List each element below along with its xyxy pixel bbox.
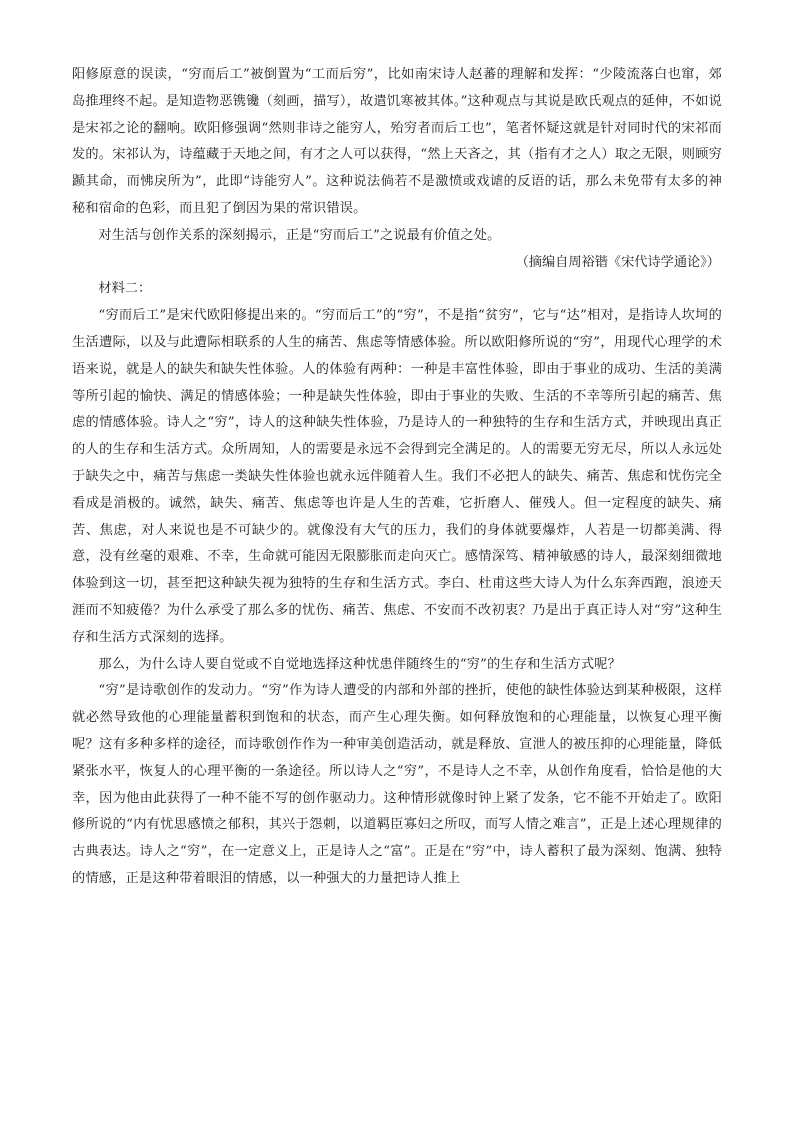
paragraph-5: “穷”是诗歌创作的发动力。“穷”作为诗人遭受的内部和外部的挫折，使他的缺性体验达到某种极限，这样就必然导致他的心理能量蓄积到饱和的状态，而产生心理失衡。如何释放饱和的心理能量，以恢复心理平衡呢？这有多种多样的途径，而诗歌创作作为一种审美创造活动，就是释放、宣泄人的被压抑的心理能量，降低紧张水平，恢复人的心理平衡的一条途径。所以诗人之“穷”，不是诗人之不幸，从创作角度看，恰恰是他的大幸，因为他由此获得了一种不能不写的创作驱动力。这种情形就像时钟上紧了发条，它不能不开始走了。欧阳修所说的“内有忧思感愤之郁积，其兴于怨刺，以道羁臣寡妇之所叹，而写人情之难言”，正是上述心理规律的古典表达。诗人之“穷”，在一定意义上，正是诗人之“富”。正是在“穷”中，诗人蓄积了最为深刻、饱满、独特的情感，正是这种带着眼泪的情感，以一种强大的力量把诗人推上: [72, 683, 722, 886]
paragraph-1: 阳修原意的误读，“穷而后工”被倒置为“工而后穷”，比如南宋诗人赵蕃的理解和发挥：“少陵流落白也窜，郊岛推理终不起。是知造物恶镌镵（刻画，描写），故遣饥寒被其体。”这种观点与其说是欧氏观点的延伸，不如说是宋祁之论的翻响。欧阳修强调“然则非诗之能穷人，殆穷者而后工也”，笔者怀疑这就是针对同时代的宋祁而发的。宋祁认为，诗蕴藏于天地之间，有才之人可以获得，“然上天吝之，其（指有才之人）取之无限，则顾穷踬其命，而怫戾所为”，此即“诗能穷人”。这种说法倘若不是激愤或戏谑的反语的话，那么未免带有太多的神秘和宿命的色彩，而且犯了倒因为果的常识错误。: [72, 67, 722, 216]
source-citation: （摘编自周裕锴《宋代诗学通论》）: [515, 254, 720, 270]
paragraph-4: 那么，为什么诗人要自觉或不自觉地选择这种忧患伴随终生的“穷”的生存和生活方式呢？: [98, 656, 621, 672]
paragraph-2: 对生活与创作关系的深刻揭示，正是“穷而后工”之说最有价值之处。: [98, 227, 501, 243]
material-heading: 材料二：: [98, 281, 152, 297]
paragraph-3: “穷而后工”是宋代欧阳修提出来的。“穷而后工”的“穷”，不是指“贫穷”，它与“达”相对，是指诗人坎坷的生活遭际，以及与此遭际相联系的人生的痛苦、焦虑等情感体验。所以欧阳修所说的“穷”，用现代心理学的术语来说，就是人的缺失和缺失性体验。人的体验有两种：一种是丰富性体验，即由于事业的成功、生活的美满等所引起的愉快、满足的情感体验；一种是缺失性体验，即由于事业的失败、生活的不幸等所引起的痛苦、焦虑的情感体验。诗人之“穷”，诗人的这种缺失性体验，乃是诗人的一种独特的生存和生活方式，并映现出真正的人的生存和生活方式。众所周知，人的需要是永远不会得到完全满足的。人的需要无穷无尽，所以人永远处于缺失之中，痛苦与焦虑一类缺失性体验也就永远伴随着人生。我们不必把人的缺失、痛苦、焦虑和忧伤完全看成是消极的。诚然，缺失、痛苦、焦虑等也许是人生的苦难，它折磨人、催残人。但一定程度的缺失、痛苦、焦虑，对人来说也是不可缺少的。就像没有大气的压力，我们的身体就要爆炸，人若是一切都美满、得意，没有丝毫的艰难、不幸，生命就可能因无限膨胀而走向灭亡。感情深笃、精神敏感的诗人，最深刻细微地体验到这一切，甚至把这种缺失视为独特的生存和生活方式。李白、杜甫这些大诗人为什么东奔西跑，浪迹天涯而不知疲倦？为什么承受了那么多的忧伤、痛苦、焦虑、不安而不改初衷？乃是出于真正诗人对“穷”这种生存和生活方式深刻的选择。: [72, 308, 722, 645]
